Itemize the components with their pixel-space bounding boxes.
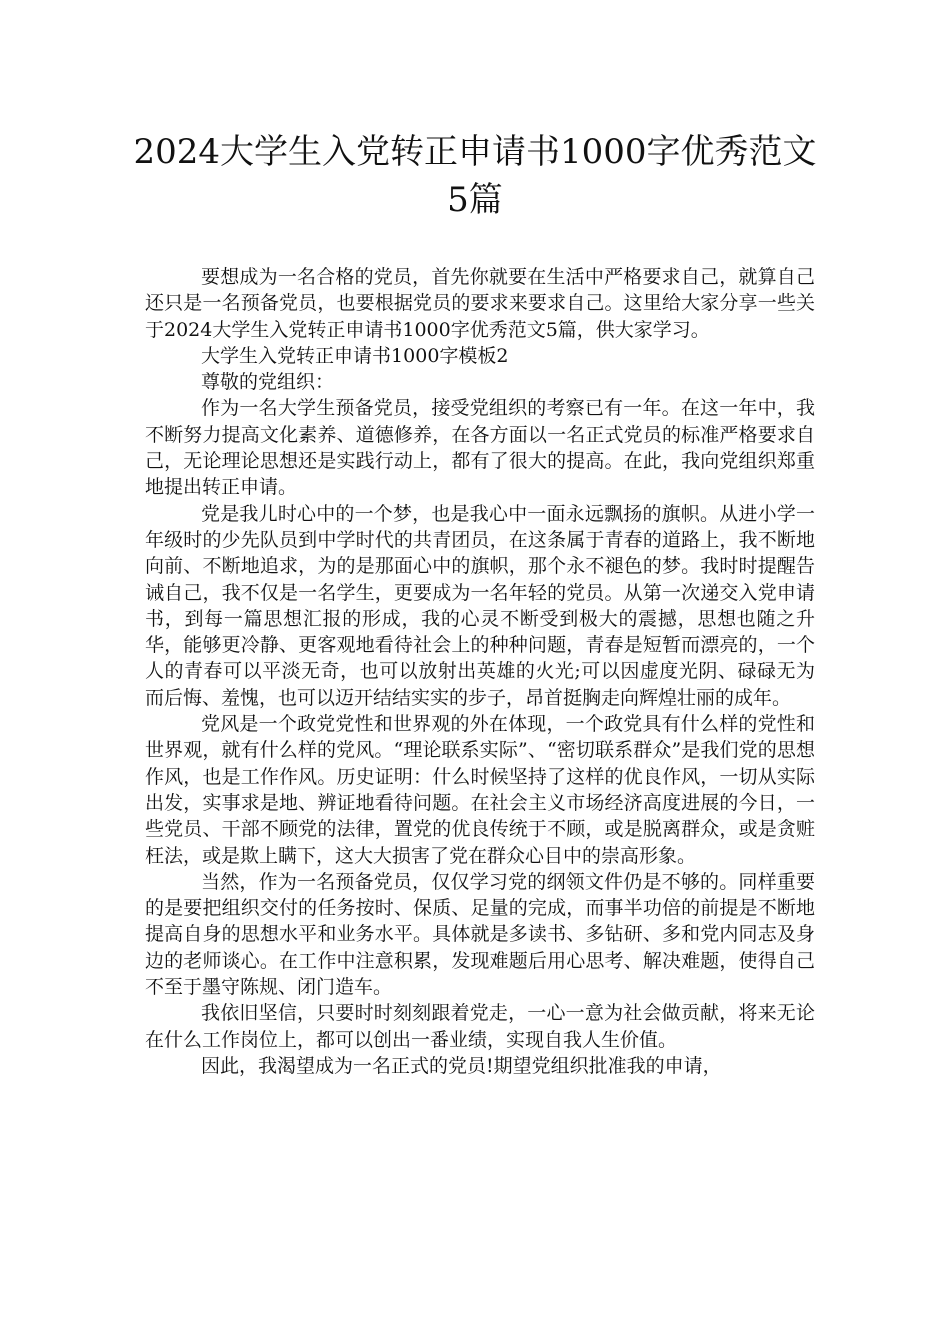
paragraph: 我依旧坚信，只要时时刻刻跟着党走，一心一意为社会做贡献，将来无论在什么工作岗位上，都可以创出一番业绩，实现自我人生价值。 [145, 1002, 815, 1051]
document-body [145, 264, 815, 1079]
paragraph: 党风是一个政党党性和世界观的外在体现，一个政党具有什么样的党性和世界观，就有什么样的党风。“理论联系实际”、“密切联系群众”是我们党的思想作风，也是工作作风。历史证明：什么时候坚持了这样的优良作风，一切从实际出发，实事求是地、辨证地看待问题。在社会主义市场经济高度进展的今日，一些党员、干部不顾党的法律，置党的优良传统于不顾，或是脱离群众，或是贪赃枉法，或是欺上瞒下，这大大损害了党在群众心目中的崇高形象。 [145, 713, 815, 867]
paragraph: 因此，我渴望成为一名正式的党员!期望党组织批准我的申请， [201, 1054, 722, 1077]
paragraph: 作为一名大学生预备党员，接受党组织的考察已有一年。在这一年中，我不断努力提高文化素养、道德修养，在各方面以一名正式党员的标准严格要求自己，无论理论思想还是实践行动上，都有了很大的提高。在此，我向党组织郑重地提出转正申请。 [145, 397, 815, 499]
paragraph: 当然，作为一名预备党员，仅仅学习党的纲领文件仍是不够的。同样重要的是要把组织交付的任务按时、保质、足量的完成，而事半功倍的前提是不断地提高自身的思想水平和业务水平。具体就是多读书、多钻研、多和党内同志及身边的老师谈心。在工作中注意积累，发现难题后用心思考、解决难题，使得自己不至于墨守陈规、闭门造车。 [145, 870, 815, 999]
paragraph: 党是我儿时心中的一个梦，也是我心中一面永远飘扬的旗帜。从进小学一年级时的少先队员到中学时代的共青团员，在这条属于青春的道路上，我不断地向前、不断地追求，为的是那面心中的旗帜，那个永不褪色的梦。我时时提醒告诫自己，我不仅是一名学生，更要成为一名年轻的党员。从第一次递交入党申请书，到每一篇思想汇报的形成，我的心灵不断受到极大的震撼，思想也随之升华，能够更冷静、更客观地看待社会上的种种问题，青春是短暂而漂亮的，一个人的青春可以平淡无奇，也可以放射出英雄的火光;可以因虚度光阴、碌碌无为而后悔、羞愧，也可以迈开结结实实的步子，昂首挺胸走向辉煌壮丽的成年。 [145, 502, 815, 709]
paragraph-template-heading: 大学生入党转正申请书1000字模板2 [201, 344, 509, 367]
paragraph-intro: 要想成为一名合格的党员，首先你就要在生活中严格要求自己，就算自己还只是一名预备党员，也要根据党员的要求来要求自己。这里给大家分享一些关于2024大学生入党转正申请书1000字优秀范文5篇，供大家学习。 [145, 266, 815, 341]
document-title: 2024大学生入党转正申请书1000字优秀范文5篇 [133, 132, 817, 220]
paragraph-salutation: 尊敬的党组织： [201, 371, 335, 394]
